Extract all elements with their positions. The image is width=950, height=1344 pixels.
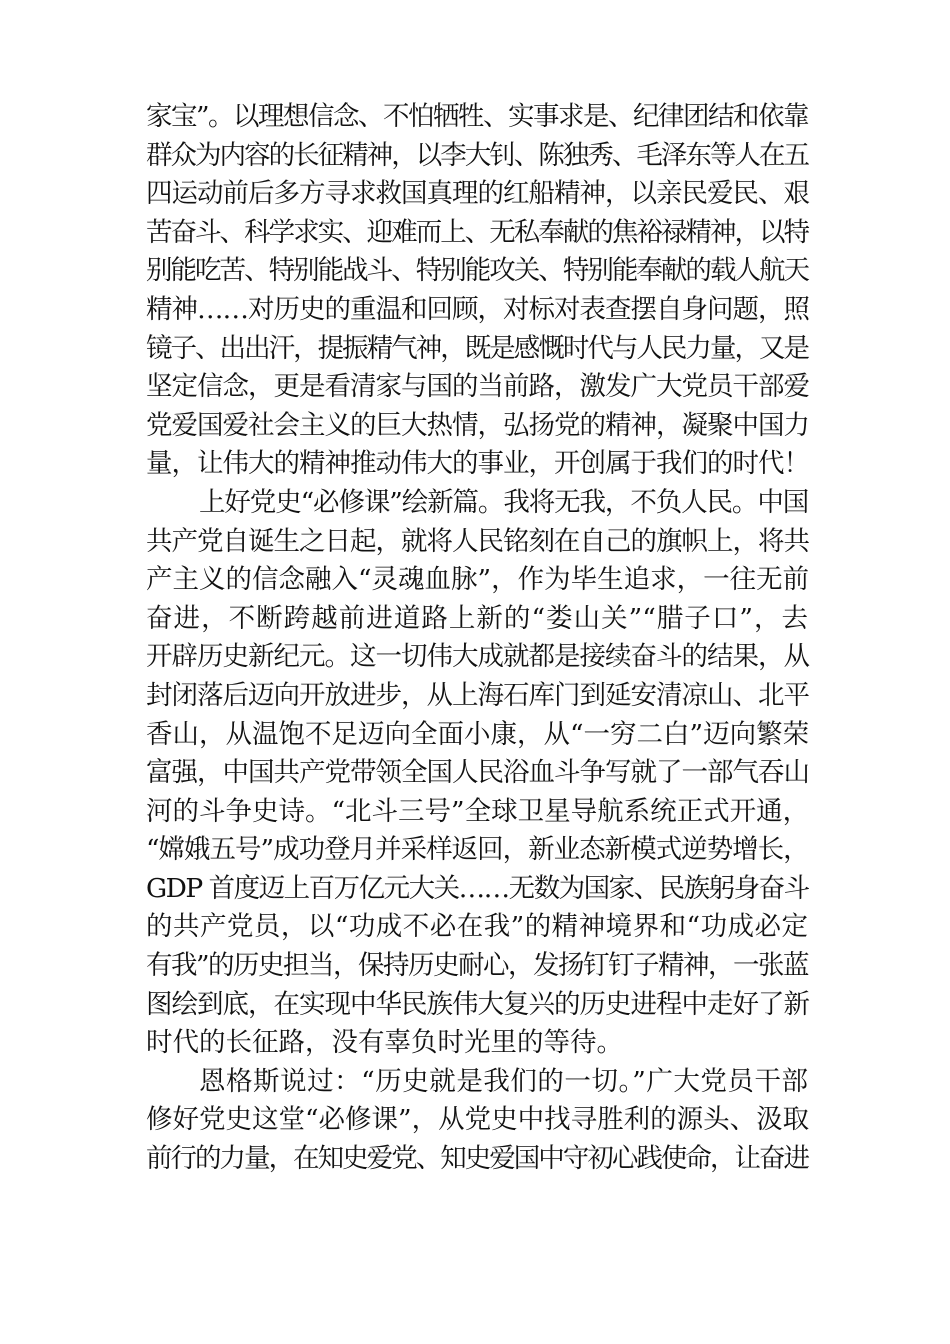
text-line: 上好党史“必修课”绘新篇。我将无我，不负人民。中国 (199, 486, 808, 518)
text-line: 河的斗争史诗。“北斗三号”全球卫星导航系统正式开通， (146, 795, 810, 827)
text-line: 别能吃苦、特别能战斗、特别能攻关、特别能奉献的载人航天 (146, 255, 808, 287)
text-line: 富强，中国共产党带领全国人民浴血斗争写就了一部气吞山 (146, 757, 809, 789)
text-line: “嫦娥五号”成功登月并采样返回，新业态新模式逆势增长， (146, 834, 809, 866)
text-line: 镜子、出出汗，提振精气神，既是感慨时代与人民力量，又是 (146, 332, 808, 364)
text-line: 奋进，不断跨越前进道路上新的“娄山关”“腊子口”，去 (146, 602, 808, 634)
text-line: 共产党自诞生之日起，就将人民铭刻在自己的旗帜上，将共 (146, 525, 809, 557)
text-line: 坚定信念，更是看清家与国的当前路，激发广大党员干部爱 (146, 371, 809, 403)
text-line: 精神……对历史的重温和回顾，对标对表查摆自身问题，照 (146, 293, 809, 325)
text-line: 苦奋斗、科学求实、迎难而上、无私奉献的焦裕禄精神，以特 (146, 216, 808, 248)
text-line: 的共产党员，以“功成不必在我”的精神境界和“功成必定 (146, 911, 808, 943)
text-line: 量，让伟大的精神推动伟大的事业，开创属于我们的时代！ (146, 448, 809, 480)
text-line: 四运动前后多方寻求救国真理的红船精神，以亲民爱民、艰 (146, 178, 809, 210)
text-line: 党爱国爱社会主义的巨大热情，弘扬党的精神，凝聚中国力 (146, 409, 809, 441)
text-line: 家宝”。以理想信念、不怕牺牲、实事求是、纪律团结和依靠 (146, 101, 809, 132)
text-line: 修好党史这堂“必修课”，从党史中找寻胜利的源头、汲取 (146, 1104, 810, 1136)
text-line: 群众为内容的长征精神，以李大钊、陈独秀、毛泽东等人在五 (146, 139, 808, 171)
text-line: 图绘到底，在实现中华民族伟大复兴的历史进程中走好了新 (146, 988, 809, 1020)
text-line: 封闭落后迈向开放进步，从上海石库门到延安清凉山、北平 (146, 679, 809, 711)
body-text (146, 98, 808, 1179)
text-line: 开辟历史新纪元。这一切伟大成就都是接续奋斗的结果，从 (146, 641, 809, 673)
text-line: 时代的长征路，没有辜负时光里的等待。 (146, 1027, 623, 1059)
text-line: 香山，从温饱不足迈向全面小康，从“一穷二白”迈向繁荣 (146, 718, 810, 750)
text-line: 前行的力量，在知史爱党、知史爱国中守初心践使命，让奋进 (146, 1143, 808, 1175)
text-line: 恩格斯说过：“历史就是我们的一切。”广大党员干部 (199, 1065, 808, 1097)
text-line: GDP 首度迈上百万亿元大关……无数为国家、民族躬身奋斗 (146, 872, 809, 904)
text-line: 产主义的信念融入“灵魂血脉”，作为毕生追求，一往无前 (146, 564, 810, 596)
text-line: 有我”的历史担当，保持历史耐心，发扬钉钉子精神，一张蓝 (146, 950, 809, 982)
